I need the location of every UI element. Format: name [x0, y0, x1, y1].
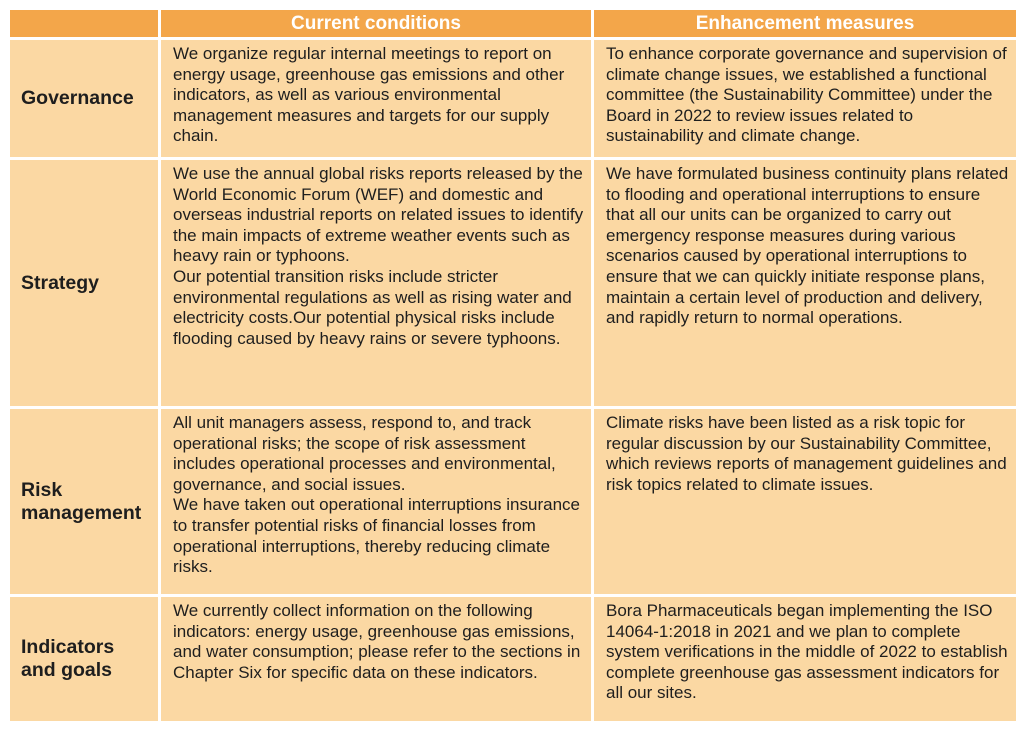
header-enhancement-measures: Enhancement measures — [594, 10, 1016, 37]
header-corner — [10, 10, 158, 37]
header-current-conditions: Current conditions — [161, 10, 591, 37]
paragraph: We organize regular internal meetings to report on energy usage, greenhouse gas emissions and other indicators, as well as various environmental management measures and targets for our supply chain. — [173, 44, 565, 146]
indicators-current-conditions — [161, 597, 591, 721]
paragraph: All unit managers assess, respond to, and track operational risks; the scope of risk assessment includes operational processes and environmental, governance, and social issues. — [173, 413, 556, 494]
climate-governance-table — [10, 10, 1016, 723]
paragraph: We use the annual global risks reports released by the World Economic Forum (WEF) and domestic and overseas industrial reports on related issues to identify the main impacts of extreme weather events such as heavy rain or typhoons. — [173, 164, 584, 266]
row-label-governance: Governance — [10, 40, 158, 157]
governance-enhancement-measures — [594, 40, 1016, 157]
risk-management-enhancement-measures — [594, 409, 1016, 594]
paragraph: We have formulated business continuity plans related to flooding and operational interruptions to ensure that all our units can be organized to carry out emergency response measures during various scenarios caused by operational interruptions to ensure that we can quickly initiate response plans, maintain a certain level of production and delivery, and rapidly return to normal operations. — [606, 164, 1009, 328]
strategy-current-conditions — [161, 160, 591, 406]
paragraph: Our potential transition risks include stricter environmental regulations as well as rising water and electricity costs.Our potential physical risks include flooding caused by heavy rains or severe typhoons. — [173, 266, 572, 348]
row-label-indicators-and-goals: Indicators and goals — [10, 597, 158, 721]
indicators-enhancement-measures — [594, 597, 1016, 721]
risk-management-current-conditions — [161, 409, 591, 594]
row-label-risk-management: Risk management — [10, 409, 158, 594]
row-label-strategy: Strategy — [10, 160, 158, 406]
paragraph: Bora Pharmaceuticals began implementing the ISO 14064-1:2018 in 2021 and we plan to complete system verifications in the middle of 2022 to establish complete greenhouse gas assessment indicators for all our sites. — [606, 601, 1008, 703]
paragraph: We currently collect information on the following indicators: energy usage, greenhouse gas emissions, and water consumption; please refer to the sections in Chapter Six for specific data on these indicators. — [173, 601, 581, 682]
governance-current-conditions — [161, 40, 591, 157]
paragraph: We have taken out operational interruptions insurance to transfer potential risks of financial losses from operational interruptions, thereby reducing climate risks. — [173, 495, 580, 577]
strategy-enhancement-measures — [594, 160, 1016, 406]
paragraph: Climate risks have been listed as a risk topic for regular discussion by our Sustainability Committee, which reviews reports of management guidelines and risk topics related to climate issues. — [606, 413, 1007, 494]
paragraph: To enhance corporate governance and supervision of climate change issues, we established a functional committee (the Sustainability Committee) under the Board in 2022 to review issues related to sustainability and climate change. — [606, 44, 1007, 146]
